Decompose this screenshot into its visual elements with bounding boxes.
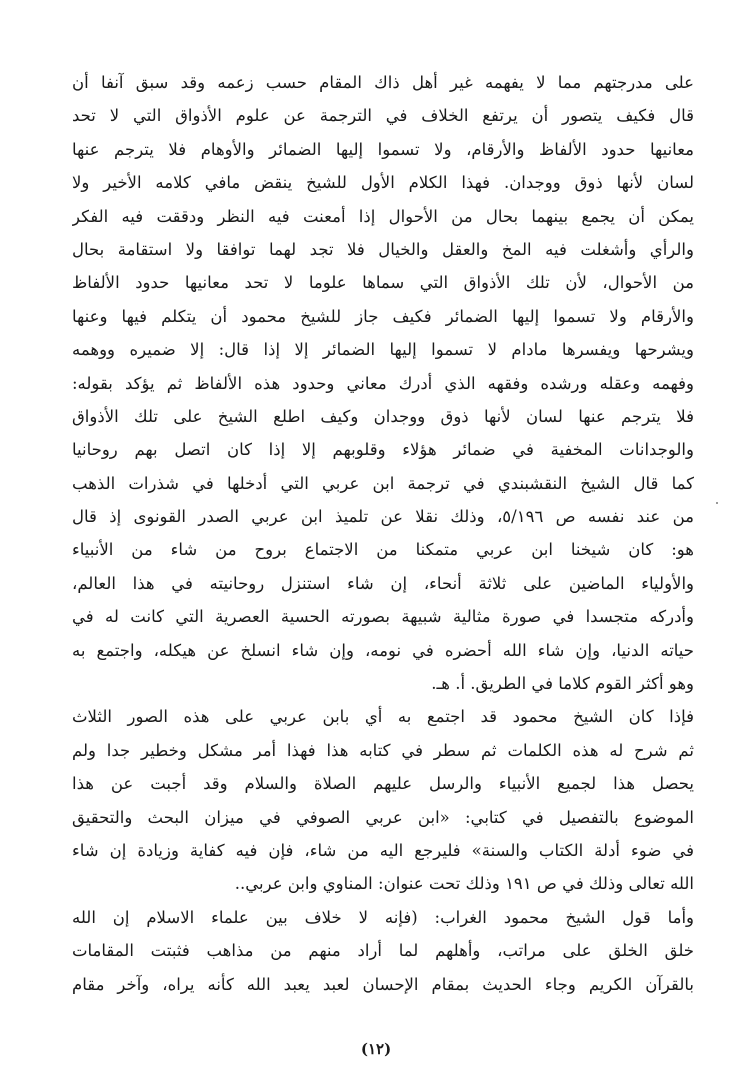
text-line: معانيها حدود الألفاظ والأرقام، ولا تسموا إليها الضمائر والأوهام فلا يترجم عنها — [72, 139, 694, 159]
text-line: من الأحوال، لأن تلك الأذواق التي سماها علوما لا تحد معانيها حدود الألفاظ — [72, 273, 694, 293]
text-line: قال فكيف يتصور أن يرتفع الخلاف في الترجمة عن علوم الأذواق التي لا تحد — [72, 106, 694, 126]
text-line: هو: كان شيخنا ابن عربي متمكنا من الاجتماع بروح من شاء من الأنبياء — [72, 540, 694, 560]
text-line: فإذا كان الشيخ محمود قد اجتمع به أي بابن عربي على هذه الصور الثلاث — [72, 707, 694, 727]
text-line: يمكن أن يجمع بينهما بحال من الأحوال إذا أمعنت فيه النظر ودققت فيه الفكر — [72, 206, 694, 226]
text-line: والأرقام ولا تسموا إليها الضمائر فكيف جاز للشيخ محمود أن يتكلم فيها وعنها — [72, 306, 694, 326]
text-line: ثم شرح له هذه الكلمات ثم سطر في كتابه هذا فهذا أمر مشكل وخطير جدا ولم — [72, 740, 694, 760]
text-line: وهو أكثر القوم كلاما في الطريق. أ. هـ. — [431, 674, 694, 694]
text-line: ويشرحها ويفسرها مادام لا تسموا إليها الضمائر إلا إذا قال: إلا ضميره ووهمه — [72, 340, 694, 360]
text-line: الموضوع بالتفصيل في كتابي: «ابن عربي الصوفي في ميزان البحث والتحقيق — [72, 807, 694, 827]
text-line: وأما قول الشيخ محمود الغراب: (فإنه لا خلاف بين علماء الاسلام إن الله — [72, 907, 694, 927]
text-line: والرأي وأشغلت فيه المخ والعقل والخيال فلا تجد لهما توافقا ولا استقامة بحال — [72, 239, 694, 259]
scan-speck — [716, 502, 718, 504]
text-line: حياته الدنيا، وإن شاء الله أحضره في نومه، وإن شاء انسلخ عن هيكله، واجتمع به — [72, 640, 694, 660]
text-line: على مدرجتهم مما لا يفهمه غير أهل ذاك المقام حسب زعمه وقد سبق آنفا أن — [72, 73, 694, 92]
page-body — [72, 66, 694, 1001]
text-line: بالقرآن الكريم وجاء الحديث بمقام الإحسان لعبد يعبد الله كأنه يراه، وآخر مقام — [72, 974, 694, 994]
text-line: خلق الخلق على مراتب، وأهلهم لما أراد منهم من مذاهب فثبتت المقامات — [72, 941, 694, 961]
text-line: والأولياء الماضين على ثلاثة أنحاء، إن شاء استنزل روحانيته في هذا العالم، — [72, 573, 694, 593]
text-line: كما قال الشيخ النقشبندي في ترجمة ابن عربي التي أدخلها في شذرات الذهب — [72, 473, 694, 493]
text-line: يحصل هذا لجميع الأنبياء والرسل عليهم الصلاة والسلام وقد أجبت عن هذا — [72, 774, 694, 794]
page-number: (١٢) — [360, 1040, 392, 1058]
text-line: والوجدانات المخفية في ضمائر هؤلاء وقلوبهم إلا إذا كان اتصل بهم روحانيا — [72, 440, 694, 460]
text-line: الله تعالى وذلك في ص ١٩١ وذلك تحت عنوان: المناوي وابن عربي.. — [234, 874, 694, 894]
text-line: في ضوء أدلة الكتاب والسنة» فليرجع اليه من شاء، فإن فيه كفاية وزيادة إن شاء — [72, 840, 694, 860]
text-line: فلا يترجم عنها لسان لأنها ذوق ووجدان وكيف اطلع الشيخ على تلك الأذواق — [72, 406, 694, 426]
text-line: وفهمه وعقله ورشده وفقهه الذي أدرك معاني وحدود هذه الألفاظ ثم يؤكد بقوله: — [72, 373, 694, 393]
text-line: وأدركه متجسدا في صورة مثالية شبيهة بصورته الحسية العصرية التي كانت له في — [72, 607, 694, 627]
text-line: من عند نفسه ص ٥/١٩٦، وذلك نقلا عن تلميذ ابن عربي الصدر القونوى إذ قال — [72, 507, 694, 527]
text-line: لسان لأنها ذوق ووجدان. فهذا الكلام الأول للشيخ ينقض مافي كلامه الأخير ولا — [72, 173, 694, 193]
